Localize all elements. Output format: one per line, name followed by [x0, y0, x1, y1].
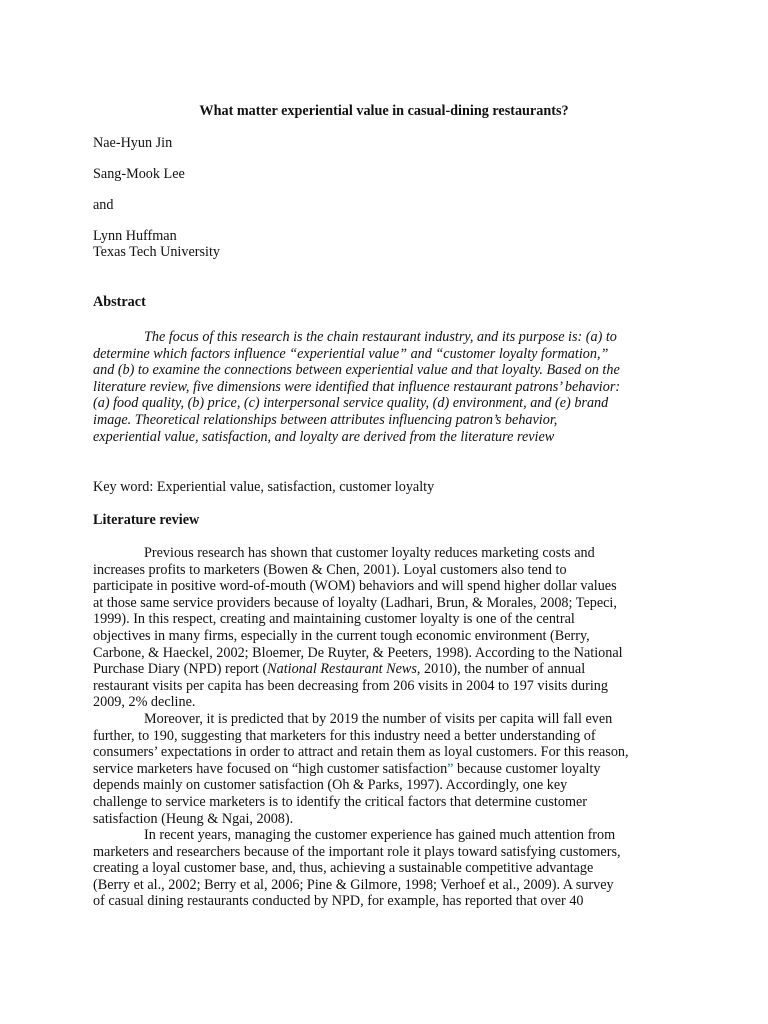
abstract-heading: Abstract	[93, 294, 146, 310]
abstract-line: determine which factors influence “experiential value” and “customer loyalty formation,”	[93, 345, 609, 362]
body-line: depends mainly on customer satisfaction (Oh & Parks, 1997). Accordingly, one key	[93, 777, 568, 794]
body-line: consumers’ expectations in order to attract and retain them as loyal customers. For this reason,	[93, 744, 629, 761]
hcs-text-pre: service marketers have focused on “high customer satisfaction	[93, 760, 448, 777]
npd-text-pre: Purchase Diary (NPD) report (	[93, 661, 268, 678]
body-line: satisfaction (Heung & Ngai, 2008).	[93, 810, 294, 827]
body-line: 1999). In this respect, creating and maintaining customer loyalty is one of the central	[93, 611, 575, 628]
abstract-line: The focus of this research is the chain restaurant industry, and its purpose is: (a) to	[144, 329, 617, 345]
abstract-line: literature review, five dimensions were identified that influence restaurant patrons’ behavior:	[93, 378, 621, 395]
author-3: Lynn Huffman	[93, 228, 177, 244]
abstract-line: image. Theoretical relationships between attributes influencing patron’s behavior,	[93, 411, 558, 428]
body-line: Carbone, & Haeckel, 2002; Bloemer, De Ruyter, & Peeters, 1998). According to the National	[93, 644, 623, 661]
author-1: Nae-Hyun Jin	[93, 135, 173, 151]
body-line: increases profits to marketers (Bowen & Chen, 2001). Loyal customers also tend to	[93, 561, 567, 578]
hcs-text-post: because customer loyalty	[453, 760, 601, 777]
body-line: at those same service providers because of loyalty (Ladhari, Brun, & Morales, 2008; Tepeci,	[93, 594, 617, 611]
paper-title: What matter experiential value in casual-dining restaurants?	[199, 103, 569, 119]
body-line: creating a loyal customer base, and, thus, achieving a sustainable competitive advantage	[93, 860, 594, 877]
keywords: Key word: Experiential value, satisfaction, customer loyalty	[93, 479, 435, 495]
author-conjunction: and	[93, 197, 114, 213]
body-line: challenge to service marketers is to identify the critical factors that determine customer	[93, 793, 587, 810]
abstract-line: (a) food quality, (b) price, (c) interpersonal service quality, (d) environment, and (e) brand	[93, 395, 609, 412]
body-line: Moreover, it is predicted that by 2019 the number of visits per capita will fall even	[144, 710, 613, 727]
body-line: further, to 190, suggesting that marketers for this industry need a better understanding of	[93, 727, 596, 744]
body-line: objectives in many firms, especially in the current tough economic environment (Berry,	[93, 627, 590, 644]
body-line	[93, 761, 693, 778]
body-line	[93, 661, 693, 678]
literature-review-body	[93, 545, 693, 910]
author-2: Sang-Mook Lee	[93, 166, 185, 182]
body-line: Previous research has shown that customer loyalty reduces marketing costs and	[144, 545, 595, 561]
npd-text-post: , 2010), the number of annual	[416, 661, 586, 678]
hcs-closing-quote: ”	[447, 760, 454, 777]
npd-source-italic: National Restaurant News	[267, 661, 417, 678]
literature-review-heading: Literature review	[93, 512, 200, 528]
affiliation: Texas Tech University	[93, 244, 220, 260]
abstract-line: experiential value, satisfaction, and loyalty are derived from the literature review	[93, 428, 555, 445]
abstract-line: and (b) to examine the connections between experiential value and that loyalty. Based on the	[93, 362, 620, 379]
body-line: of casual dining restaurants conducted by NPD, for example, has reported that over 40	[93, 893, 584, 910]
body-line: 2009, 2% decline.	[93, 694, 196, 711]
body-line: In recent years, managing the customer experience has gained much attention from	[144, 827, 616, 844]
body-line: (Berry et al., 2002; Berry et al, 2006; Pine & Gilmore, 1998; Verhoef et al., 2009). A survey	[93, 876, 614, 893]
abstract-text	[93, 329, 683, 445]
body-line: participate in positive word-of-mouth (WOM) behaviors and will spend higher dollar values	[93, 578, 617, 595]
body-line: restaurant visits per capita has been decreasing from 206 visits in 2004 to 197 visits during	[93, 677, 608, 694]
body-line: marketers and researchers because of the important role it plays toward satisfying customers,	[93, 843, 621, 860]
